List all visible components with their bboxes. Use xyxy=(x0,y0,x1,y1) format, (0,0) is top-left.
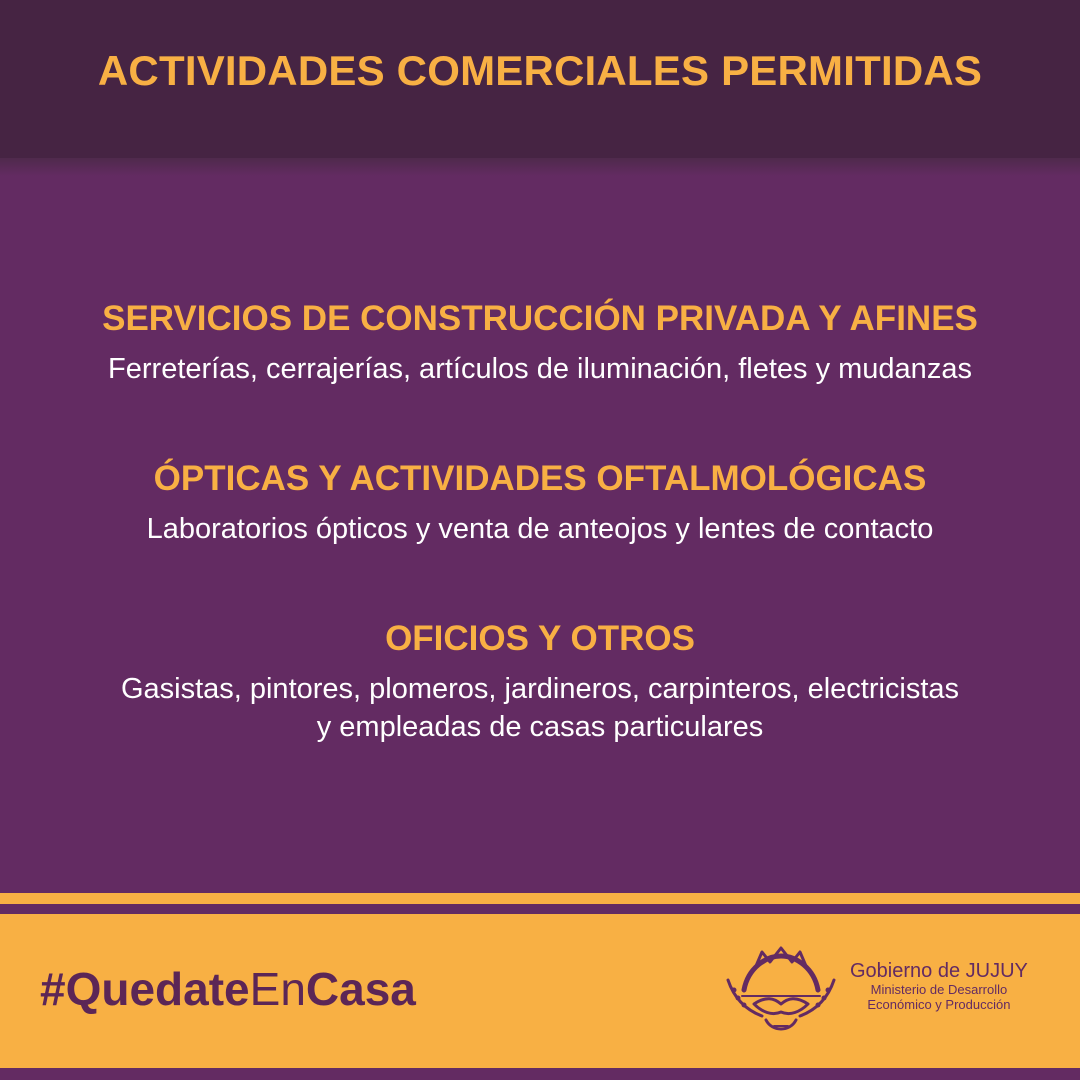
section-title: SERVICIOS DE CONSTRUCCIÓN PRIVADA Y AFINES xyxy=(102,299,978,338)
footer-bottom-strip xyxy=(0,1068,1080,1080)
page-title: ACTIVIDADES COMERCIALES PERMITIDAS xyxy=(97,47,983,94)
section-title: ÓPTICAS Y ACTIVIDADES OFTALMOLÓGICAS xyxy=(153,459,927,498)
section-title: OFICIOS Y OTROS xyxy=(385,619,695,658)
government-logo xyxy=(722,942,1042,1042)
handshake-emblem-icon xyxy=(722,946,840,1038)
section-description: Ferreterías, cerrajerías, artículos de iluminación, fletes y mudanzas xyxy=(108,353,972,385)
footer-bar xyxy=(0,914,1080,1068)
section-trades xyxy=(0,612,1080,746)
activities-list xyxy=(0,292,1080,810)
section-description-line1: Gasistas, pintores, plomeros, jardineros, carpinteros, electricistas xyxy=(120,673,960,705)
section-description-line2: y empleadas de casas particulares xyxy=(316,711,764,743)
hashtag-part-casa: Casa xyxy=(305,963,416,1015)
hashtag-part-quedate: #Quedate xyxy=(40,963,250,1015)
logo-text xyxy=(850,960,1028,1012)
government-name: Gobierno de JUJUY xyxy=(850,960,1028,982)
header-shadow xyxy=(0,158,1080,176)
section-description: Laboratorios ópticos y venta de anteojos y lentes de contacto xyxy=(146,513,934,545)
footer-stripe-top xyxy=(0,893,1080,904)
section-optics xyxy=(0,452,1080,548)
hashtag-part-en: En xyxy=(249,963,306,1015)
ministry-name-line1: Ministerio de Desarrollo xyxy=(870,982,1008,997)
section-construction xyxy=(0,292,1080,388)
header-bar xyxy=(0,0,1080,158)
ministry-name-line2: Económico y Producción xyxy=(867,997,1011,1012)
hashtag xyxy=(40,962,416,1016)
footer-stripe-gap xyxy=(0,904,1080,914)
